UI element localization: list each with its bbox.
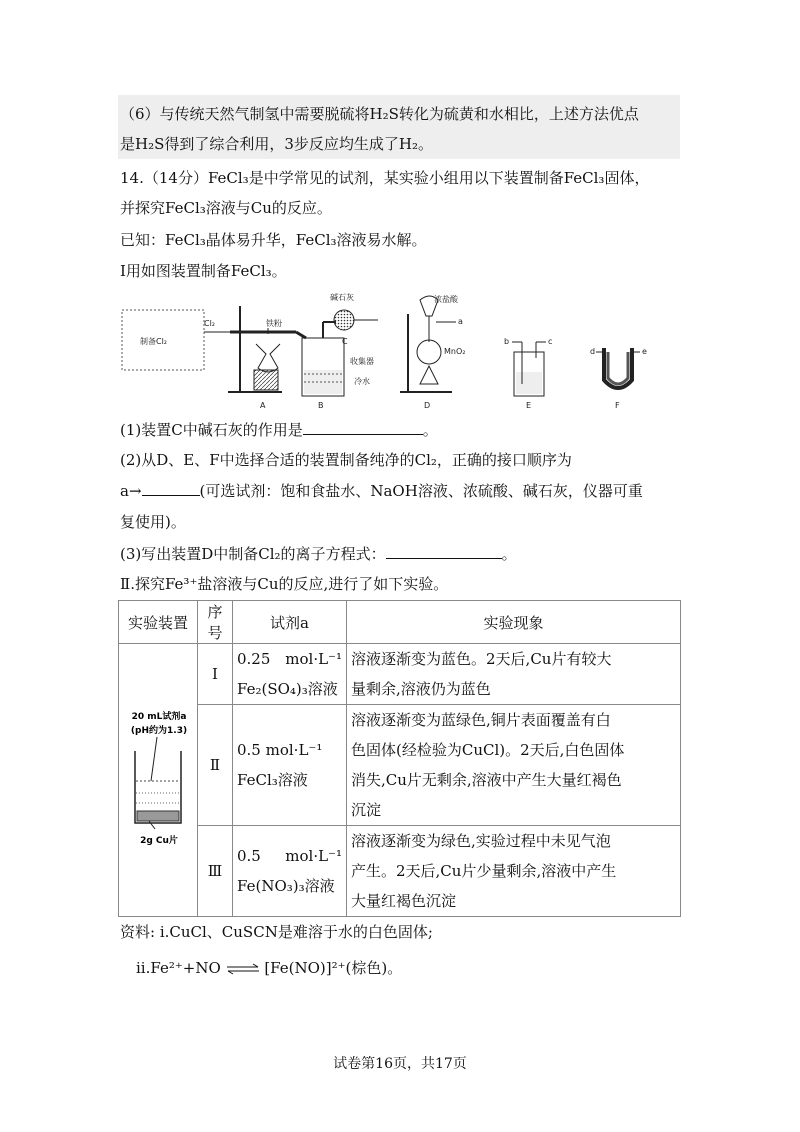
notes-equation-right: [Fe(NO)]²⁺(棕色)。 [264,959,403,977]
question-1-end: 。 [422,421,438,439]
question-1 [120,420,438,440]
question-title-line-2: 并探究FeCl₃溶液与Cu的反应。 [120,199,332,217]
label-b: B [318,401,324,410]
apparatus-a [204,306,306,410]
apparatus-b [302,338,374,410]
port-e-label: e [642,347,647,356]
beaker-label-1: 20 mL试剂a [131,712,187,722]
reagent-solution: FeCl₃溶液 [237,771,308,789]
table-row [119,705,681,826]
phenomenon-cell [347,644,681,705]
experiment-table [118,600,681,917]
question-2-start: a→ [120,482,142,500]
row-number: Ⅲ [198,826,233,917]
reagent-unit: mol·L⁻¹ [285,650,342,668]
table-row [119,826,681,917]
phenomenon-line: 量剩余,溶液仍为蓝色 [351,680,491,698]
phenomenon-cell [347,705,681,826]
phenomenon-line: 溶液逐渐变为绿色,实验过程中未见气泡 [351,832,611,850]
conc-hcl-label: 浓盐酸 [434,295,458,304]
answer-line-2: 是H₂S得到了综合利用，3步反应均生成了H₂。 [120,135,434,153]
beaker-cell [119,644,198,917]
apparatus-f [590,347,647,410]
notes-line-1: 资料: i.CuCl、CuSCN是难溶于水的白色固体; [120,923,433,941]
header-reagent: 试剂a [233,601,347,644]
answer-blank-2[interactable] [142,481,200,496]
reagent-solution: Fe(NO₃)₃溶液 [237,877,335,895]
phenomenon-line: 产生。2天后,Cu片少量剩余,溶液中产生 [351,862,617,880]
header-apparatus: 实验装置 [119,601,198,644]
equilibrium-arrow-icon [226,963,260,975]
row-number: Ⅰ [198,644,233,705]
port-c-label: c [548,337,553,346]
apparatus-e [504,337,552,410]
label-a: A [260,401,266,410]
page-footer: 试卷第16页，共17页 [333,1056,467,1072]
question-2-line-3: 复使用)。 [120,513,186,531]
phenomenon-line: 消失,Cu片无剩余,溶液中产生大量红褐色 [351,771,622,789]
apparatus-d [400,294,465,410]
port-d-label: d [590,347,596,356]
reagent-cell [233,644,347,705]
question-2-rest: (可选试剂：饱和食盐水、NaOH溶液、浓硫酸、碱石灰，仪器可重 [199,482,643,500]
header-phenomenon: 实验现象 [347,601,681,644]
beaker-label-3: 2g Cu片 [140,836,178,846]
part2-heading: Ⅱ.探究Fe³⁺盐溶液与Cu的反应,进行了如下实验。 [120,575,449,593]
apparatus-diagram [118,292,688,414]
part1-heading: Ⅰ用如图装置制备FeCl₃。 [120,262,287,280]
question-3 [120,544,517,564]
chlorine-source-label: 制备Cl₂ [140,337,168,346]
port-b-label: b [504,337,510,346]
collector-label: 收集器 [350,357,374,366]
question-title-line-1: 14.（14分）FeCl₃是中学常见的试剂，某实验小组用以下装置制备FeCl₃固体， [120,169,650,187]
question-2-line-2 [120,481,643,501]
question-1-text: (1)装置C中碱石灰的作用是 [120,421,303,439]
reagent-cell [233,826,347,917]
reagent-cell [233,705,347,826]
question-3-end: 。 [501,545,517,563]
cl2-label: Cl₂ [204,319,216,328]
answer-line-1: （6）与传统天然气制氢中需要脱硫将H₂S转化为硫黄和水相比，上述方法优点 [120,105,639,123]
question-2-line-1: (2)从D、E、F中选择合适的装置制备纯净的Cl₂，正确的接口顺序为 [120,451,572,469]
chlorine-source-box [122,310,204,370]
reagent-concentration: 0.25 [237,650,271,668]
answer-blank-3[interactable] [386,544,502,559]
port-a-label: a [458,317,463,326]
header-number: 序号 [198,601,233,644]
phenomenon-line: 溶液逐渐变为蓝色。2天后,Cu片有较大 [351,650,612,668]
mno2-label: MnO₂ [444,347,466,356]
reagent-unit: mol·L⁻¹ [285,847,342,865]
reagent-concentration: 0.5 mol·L⁻¹ [237,741,323,759]
row-number: Ⅱ [198,705,233,826]
iron-powder-label: 铁粉 [266,319,282,328]
reagent-concentration: 0.5 [237,847,261,865]
beaker-diagram [119,703,198,853]
phenomenon-line: 色固体(经检验为CuCl)。2天后,白色固体 [351,741,625,759]
label-e: E [526,401,532,410]
known-info: 已知：FeCl₃晶体易升华，FeCl₃溶液易水解。 [120,231,427,249]
label-f: F [615,401,620,410]
table-header-row [119,601,681,644]
notes-line-2 [136,958,402,978]
label-c: C [342,337,348,346]
phenomenon-line: 溶液逐渐变为蓝绿色,铜片表面覆盖有白 [351,711,611,729]
reagent-solution: Fe₂(SO₄)₃溶液 [237,680,338,698]
phenomenon-line: 沉淀 [351,801,382,819]
cold-water-label: 冷水 [354,377,370,386]
beaker-label-2: (pH约为1.3) [130,726,188,736]
table-row [119,644,681,705]
label-d: D [424,401,431,410]
soda-lime-label: 碱石灰 [330,293,354,302]
phenomenon-line: 大量红褐色沉淀 [351,892,457,910]
notes-equation-left: ii.Fe²⁺+NO [136,959,221,977]
question-3-text: (3)写出装置D中制备Cl₂的离子方程式： [120,545,386,563]
phenomenon-cell [347,826,681,917]
answer-blank-1[interactable] [303,420,423,435]
